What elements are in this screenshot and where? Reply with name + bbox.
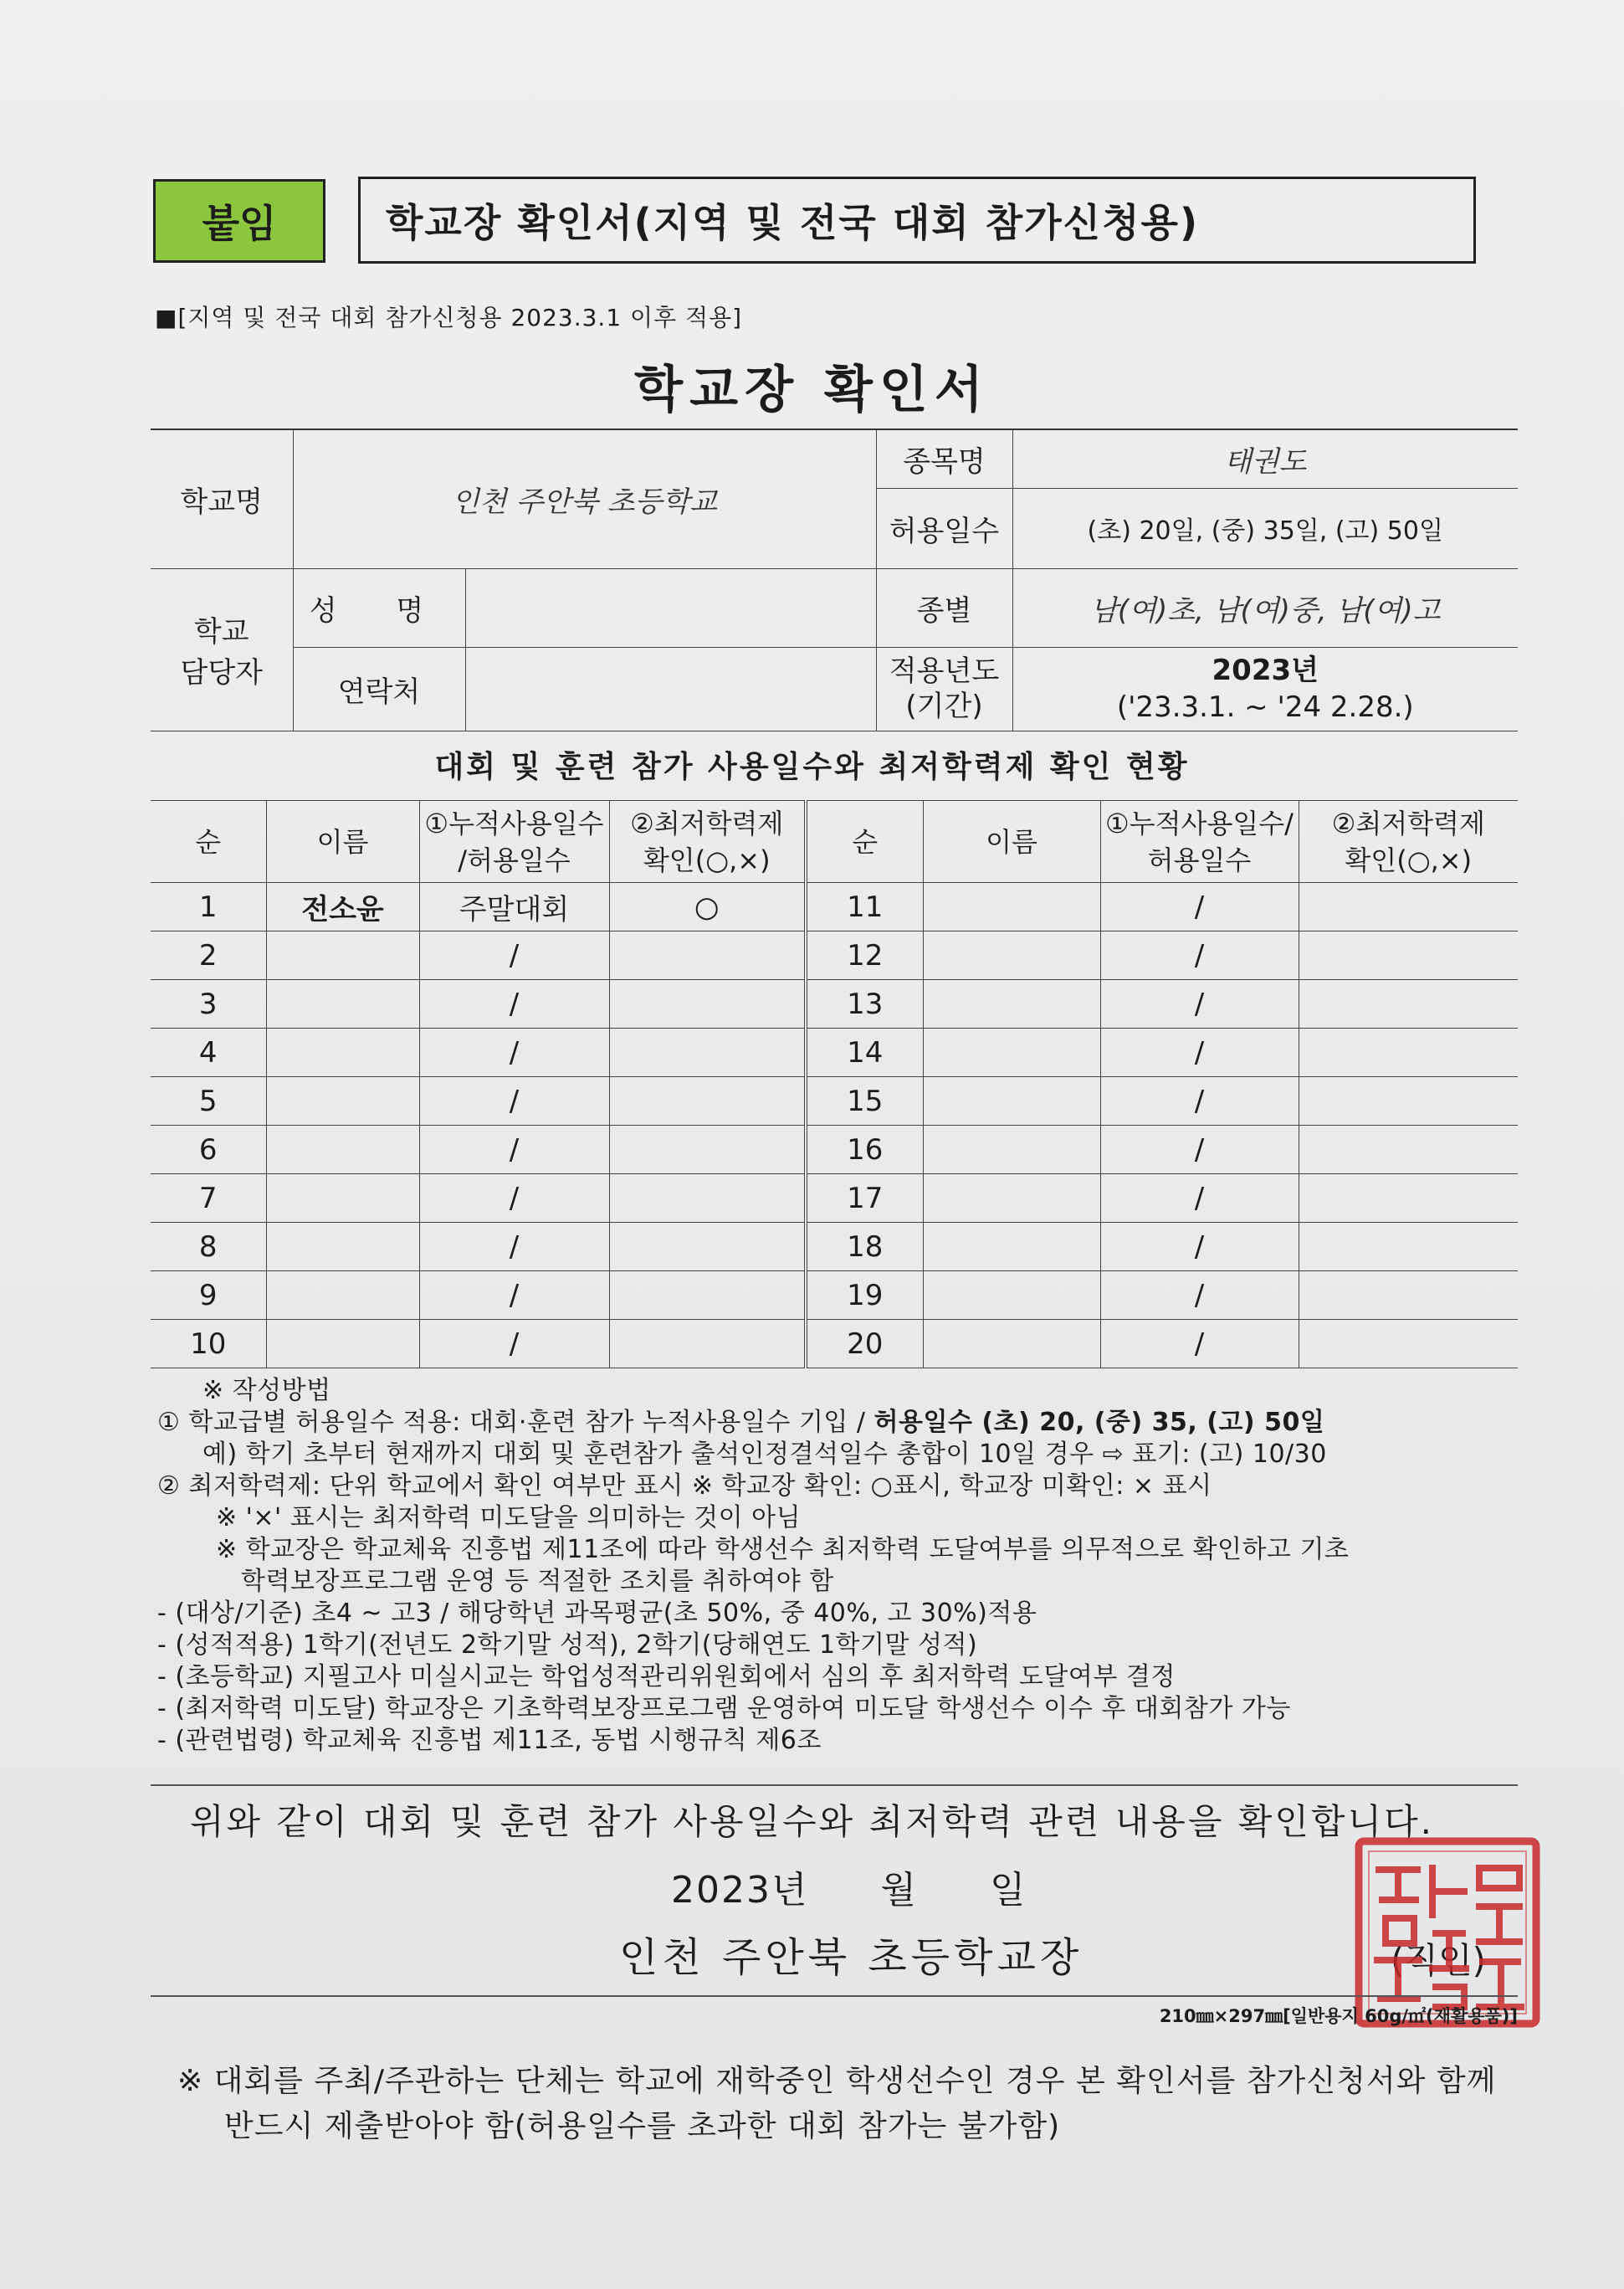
instruction-2: ② 최저학력제: 단위 학교에서 확인 여부만 표시 ※ 학교장 확인: ○표시, 학교장 미확인: × 표시	[157, 1471, 1212, 1501]
form-heading: 학교장 확인서(지역 및 전국 대회 참가신청용)	[358, 177, 1476, 264]
days-used-cell[interactable]: /	[419, 1223, 609, 1271]
detail-target: - (대상/기준) 초4 ~ 고3 / 해당학년 과목평균(초 50%, 중 40%, 고 30%)적용	[157, 1599, 1037, 1628]
school-info-table	[151, 429, 1518, 731]
row-number: 1	[151, 883, 266, 932]
submission-notice: ※ 대회를 주최/주관하는 단체는 학교에 재학중인 학생선수인 경우 본 확인서를 참가신청서와 함께 반드시 제출받아야 함(허용일수를 초과한 대회 참가는 불가함)	[177, 2064, 1497, 2143]
instruction-2-note-a: ※ '×' 표시는 최저학력 미도달을 의미하는 것이 아님	[216, 1503, 802, 1532]
minimum-grade-check-cell[interactable]	[1299, 1029, 1518, 1077]
table-row	[151, 883, 1518, 932]
student-name-cell[interactable]	[266, 1320, 419, 1368]
row-number: 11	[806, 883, 923, 932]
row-number: 4	[151, 1029, 266, 1077]
applied-year-label: 적용년도 (기간)	[876, 647, 1012, 731]
header-days: ①누적사용일수 /허용일수	[419, 801, 609, 883]
days-used-cell[interactable]: /	[1100, 932, 1299, 980]
instruction-1: ① 학교급별 허용일수 적용: 대회·훈련 참가 누적사용일수 기입 / 허용일수 (초) 20, (중) 35, (고) 50일	[157, 1408, 1325, 1437]
student-name-cell[interactable]	[923, 883, 1100, 932]
minimum-grade-check-cell[interactable]	[609, 1223, 806, 1271]
table-row	[151, 1029, 1518, 1077]
student-name-cell[interactable]	[923, 1126, 1100, 1174]
instructions	[157, 1375, 1529, 1757]
days-used-cell[interactable]: /	[419, 1320, 609, 1368]
header-name-2: 이름	[923, 801, 1100, 883]
instruction-1-example: 예) 학기 초부터 현재까지 대회 및 훈련참가 출석인정결석일수 총합이 10일 경우 ⇨ 표기: (고) 10/30	[202, 1440, 1327, 1469]
table-row	[151, 932, 1518, 980]
table-row	[151, 1320, 1518, 1368]
row-number: 13	[806, 980, 923, 1029]
row-number: 2	[151, 932, 266, 980]
instruction-2-note-c: 학력보장프로그램 운영 등 적절한 조치를 취하여야 함	[241, 1567, 834, 1596]
student-name-cell[interactable]	[266, 1271, 419, 1320]
row-number: 16	[806, 1126, 923, 1174]
minimum-grade-check-cell[interactable]	[1299, 883, 1518, 932]
manager-contact-field[interactable]	[465, 647, 876, 731]
table-row	[151, 1126, 1518, 1174]
header-check-2: ②최저학력제 확인(○,×)	[1299, 801, 1518, 883]
school-name-label: 학교명	[151, 429, 293, 568]
school-manager-label: 학교 담당자	[151, 568, 293, 731]
detail-elementary: - (초등학교) 지필고사 미실시교는 학업성적관리위원회에서 심의 후 최저학력 도달여부 결정	[157, 1662, 1176, 1691]
days-used-cell[interactable]: /	[419, 1126, 609, 1174]
student-name-cell[interactable]	[266, 1077, 419, 1126]
minimum-grade-check-cell[interactable]	[609, 1271, 806, 1320]
official-seal-stamp	[1352, 1835, 1543, 2030]
divider	[151, 1784, 1518, 1786]
manager-contact-label: 연락처	[293, 647, 465, 731]
minimum-grade-check-cell[interactable]	[609, 980, 806, 1029]
student-name-cell[interactable]	[266, 1174, 419, 1223]
minimum-grade-check-cell[interactable]	[1299, 1223, 1518, 1271]
gender-field[interactable]: 남(여)초, 남(여)중, 남(여)고	[1012, 568, 1518, 647]
days-used-cell[interactable]: /	[1100, 1077, 1299, 1126]
student-name-cell[interactable]	[923, 1271, 1100, 1320]
minimum-grade-check-cell[interactable]	[609, 932, 806, 980]
row-number: 17	[806, 1174, 923, 1223]
minimum-grade-check-cell[interactable]	[609, 1174, 806, 1223]
sport-label: 종목명	[876, 429, 1012, 488]
allowed-days-label: 허용일수	[876, 488, 1012, 568]
minimum-grade-check-cell[interactable]	[609, 1320, 806, 1368]
row-number: 19	[806, 1271, 923, 1320]
seal-label: (직인)	[1391, 1940, 1486, 1981]
days-used-cell[interactable]: /	[1100, 1029, 1299, 1077]
detail-laws: - (관련법령) 학교체육 진흥법 제11조, 동법 시행규칙 제6조	[157, 1726, 822, 1755]
student-name-cell[interactable]	[923, 1077, 1100, 1126]
student-name-cell[interactable]	[266, 1126, 419, 1174]
minimum-grade-check-cell[interactable]	[1299, 1320, 1518, 1368]
student-name-cell[interactable]	[923, 1174, 1100, 1223]
row-number: 7	[151, 1174, 266, 1223]
row-number: 15	[806, 1077, 923, 1126]
days-used-cell[interactable]: /	[1100, 1320, 1299, 1368]
days-used-cell[interactable]: /	[419, 1029, 609, 1077]
applied-year-value: 2023년 ('23.3.1. ~ '24 2.28.)	[1012, 647, 1518, 731]
header-no: 순	[151, 801, 266, 883]
confirmation-statement: 위와 같이 대회 및 훈련 참가 사용일수와 최저학력 관련 내용을 확인합니다.	[189, 1801, 1435, 1842]
paper-spec: 210㎜×297㎜[일반용지 60g/㎡(재활용품)]	[1159, 2006, 1518, 2026]
gender-label: 종별	[876, 568, 1012, 647]
applicability-note: ■[지역 및 전국 대회 참가신청용 2023.3.1 이후 적용]	[155, 304, 743, 331]
days-used-cell[interactable]: /	[1100, 980, 1299, 1029]
student-name-cell[interactable]	[266, 932, 419, 980]
days-used-cell[interactable]: /	[1100, 883, 1299, 932]
row-number: 8	[151, 1223, 266, 1271]
row-number: 18	[806, 1223, 923, 1271]
days-used-cell[interactable]: /	[419, 932, 609, 980]
minimum-grade-check-cell[interactable]	[1299, 932, 1518, 980]
attachment-tag: 붙임	[153, 179, 325, 263]
student-name-cell[interactable]	[923, 1029, 1100, 1077]
minimum-grade-check-cell[interactable]: ○	[609, 883, 806, 932]
student-name-cell[interactable]	[923, 932, 1100, 980]
days-used-cell[interactable]: /	[1100, 1271, 1299, 1320]
manager-name-label: 성 명	[293, 568, 465, 647]
divider	[151, 1995, 1518, 1997]
student-name-cell[interactable]	[923, 980, 1100, 1029]
minimum-grade-check-cell[interactable]	[609, 1077, 806, 1126]
student-name-cell[interactable]	[923, 1320, 1100, 1368]
roster-subtitle: 대회 및 훈련 참가 사용일수와 최저학력제 확인 현황	[434, 750, 1190, 784]
row-number: 10	[151, 1320, 266, 1368]
student-name-cell[interactable]	[266, 1223, 419, 1271]
minimum-grade-check-cell[interactable]	[609, 1126, 806, 1174]
days-used-cell[interactable]: /	[1100, 1223, 1299, 1271]
minimum-grade-check-cell[interactable]	[1299, 1126, 1518, 1174]
detail-grades: - (성적적용) 1학기(전년도 2학기말 성적), 2학기(당해연도 1학기말 성적)	[157, 1630, 978, 1660]
detail-below-minimum: - (최저학력 미도달) 학교장은 기초학력보장프로그램 운영하여 미도달 학생선수 이수 후 대회참가 가능	[157, 1694, 1291, 1723]
header-check: ②최저학력제 확인(○,×)	[609, 801, 806, 883]
minimum-grade-check-cell[interactable]	[1299, 1077, 1518, 1126]
table-row	[151, 980, 1518, 1029]
instruction-2-note-b: ※ 학교장은 학교체육 진흥법 제11조에 따라 학생선수 최저학력 도달여부를 의무적으로 확인하고 기초	[216, 1535, 1350, 1564]
header-no-2: 순	[806, 801, 923, 883]
table-row	[151, 1174, 1518, 1223]
table-row	[151, 1223, 1518, 1271]
table-row	[151, 1271, 1518, 1320]
table-row	[151, 1077, 1518, 1126]
principal-title: 인천 주안북 초등학교장	[619, 1934, 1084, 1981]
days-used-cell[interactable]: /	[1100, 1174, 1299, 1223]
minimum-grade-check-cell[interactable]	[1299, 1271, 1518, 1320]
manager-name-field[interactable]	[465, 568, 876, 647]
days-used-cell[interactable]: /	[419, 1077, 609, 1126]
days-used-cell[interactable]: /	[419, 1271, 609, 1320]
student-name-cell[interactable]	[923, 1223, 1100, 1271]
signature-date: 2023년 월 일	[671, 1869, 1027, 1912]
days-used-cell[interactable]: /	[419, 1174, 609, 1223]
row-number: 12	[806, 932, 923, 980]
row-number: 6	[151, 1126, 266, 1174]
school-name-field[interactable]: 인천 주안북 초등학교	[293, 429, 876, 568]
row-number: 14	[806, 1029, 923, 1077]
days-used-cell[interactable]: /	[1100, 1126, 1299, 1174]
instructions-heading: ※ 작성방법	[202, 1376, 331, 1405]
sport-field[interactable]: 태권도	[1012, 429, 1518, 488]
allowed-days-value: (초) 20일, (중) 35일, (고) 50일	[1012, 488, 1518, 568]
minimum-grade-check-cell[interactable]	[609, 1029, 806, 1077]
minimum-grade-check-cell[interactable]	[1299, 980, 1518, 1029]
roster-body	[151, 883, 1518, 1368]
student-name-cell[interactable]	[266, 980, 419, 1029]
header-days-2: ①누적사용일수/ 허용일수	[1100, 801, 1299, 883]
row-number: 20	[806, 1320, 923, 1368]
row-number: 3	[151, 980, 266, 1029]
days-used-cell[interactable]: /	[419, 980, 609, 1029]
row-number: 5	[151, 1077, 266, 1126]
days-used-cell[interactable]: 주말대회	[419, 883, 609, 932]
student-name-cell[interactable]: 전소윤	[266, 883, 419, 932]
student-name-cell[interactable]	[266, 1029, 419, 1077]
minimum-grade-check-cell[interactable]	[1299, 1174, 1518, 1223]
document-title: 학교장 확인서	[634, 361, 990, 419]
header-name: 이름	[266, 801, 419, 883]
student-roster-table	[151, 800, 1518, 1368]
row-number: 9	[151, 1271, 266, 1320]
